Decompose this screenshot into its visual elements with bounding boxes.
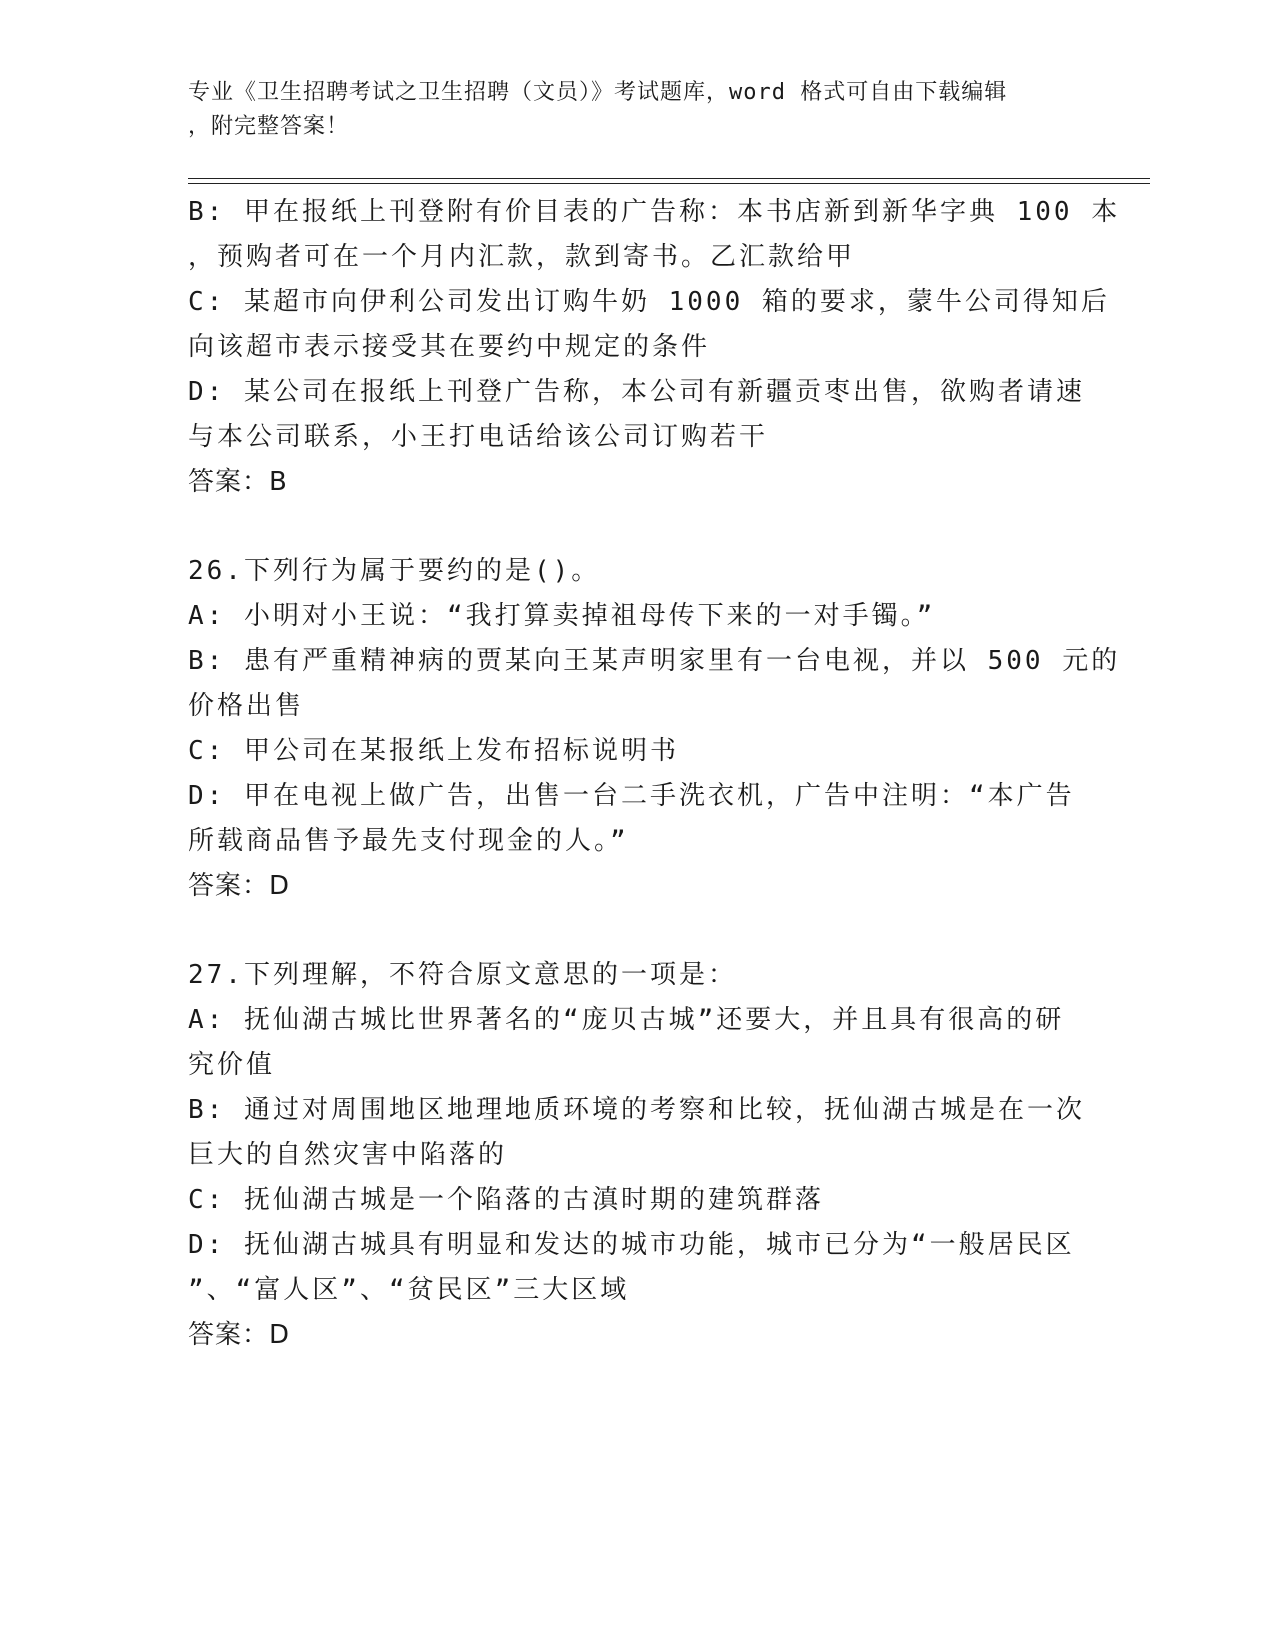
answer-27: 答案：D bbox=[188, 1320, 291, 1350]
option-d-line-1: D: 某公司在报纸上刊登广告称，本公司有新疆贡枣出售，欲购者请速 bbox=[188, 377, 1085, 407]
option-c-line-2: 向该超市表示接受其在要约中规定的条件 bbox=[188, 332, 711, 362]
option-b-line-2: 价格出售 bbox=[188, 691, 305, 721]
answer-26: 答案：D bbox=[188, 871, 291, 901]
header-rule-top bbox=[188, 178, 1150, 179]
question-stem-27: 27.下列理解，不符合原文意思的一项是： bbox=[188, 960, 737, 990]
question-stem-26: 26.下列行为属于要约的是()。 bbox=[188, 556, 601, 586]
option-a-line-1: A: 抚仙湖古城比世界著名的“庞贝古城”还要大，并且具有很高的研 bbox=[188, 1005, 1065, 1035]
question-27 bbox=[188, 953, 1088, 1358]
option-d-line-2: 与本公司联系，小王打电话给该公司订购若干 bbox=[188, 422, 769, 452]
spacer bbox=[188, 505, 1088, 549]
option-b-line-1: B: 甲在报纸上刊登附有价目表的广告称：本书店新到新华字典 100 本 bbox=[188, 197, 1121, 227]
question-26 bbox=[188, 549, 1121, 909]
option-c-line-1: C: 甲公司在某报纸上发布招标说明书 bbox=[188, 736, 679, 766]
option-c-line-1: C: 某超市向伊利公司发出订购牛奶 1000 箱的要求，蒙牛公司得知后 bbox=[188, 287, 1110, 317]
option-a-line-1: A: 小明对小王说：“我打算卖掉祖母传下来的一对手镯。” bbox=[188, 601, 936, 631]
header-rule-bottom bbox=[188, 183, 1150, 184]
option-c-line-1: C: 抚仙湖古城是一个陷落的古滇时期的建筑群落 bbox=[188, 1185, 824, 1215]
option-d-line-2: 所载商品售予最先支付现金的人。” bbox=[188, 826, 629, 856]
option-b-line-1: B: 通过对周围地区地理地质环境的考察和比较，抚仙湖古城是在一次 bbox=[188, 1095, 1085, 1125]
header-line-2: ，附完整答案！ bbox=[188, 114, 350, 139]
option-d-line-1: D: 抚仙湖古城具有明显和发达的城市功能，城市已分为“一般居民区 bbox=[188, 1230, 1075, 1260]
question-content bbox=[188, 190, 1121, 1358]
spacer bbox=[188, 909, 1088, 953]
question-25-tail bbox=[188, 190, 1121, 505]
option-b-line-1: B: 患有严重精神病的贾某向王某声明家里有一台电视，并以 500 元的 bbox=[188, 646, 1121, 676]
option-d-line-1: D: 甲在电视上做广告，出售一台二手洗衣机，广告中注明：“本广告 bbox=[188, 781, 1075, 811]
page-header bbox=[188, 76, 1068, 144]
header-line-1: 专业《卫生招聘考试之卫生招聘（文员）》考试题库，word 格式可自由下载编辑 bbox=[188, 80, 1008, 105]
option-a-line-2: 究价值 bbox=[188, 1050, 276, 1080]
option-b-line-2: ，预购者可在一个月内汇款，款到寄书。乙汇款给甲 bbox=[188, 242, 856, 272]
answer-25: 答案：B bbox=[188, 467, 288, 497]
option-d-line-2: ”、“富人区”、“贫民区”三大区域 bbox=[188, 1275, 630, 1305]
option-b-line-2: 巨大的自然灾害中陷落的 bbox=[188, 1140, 508, 1170]
